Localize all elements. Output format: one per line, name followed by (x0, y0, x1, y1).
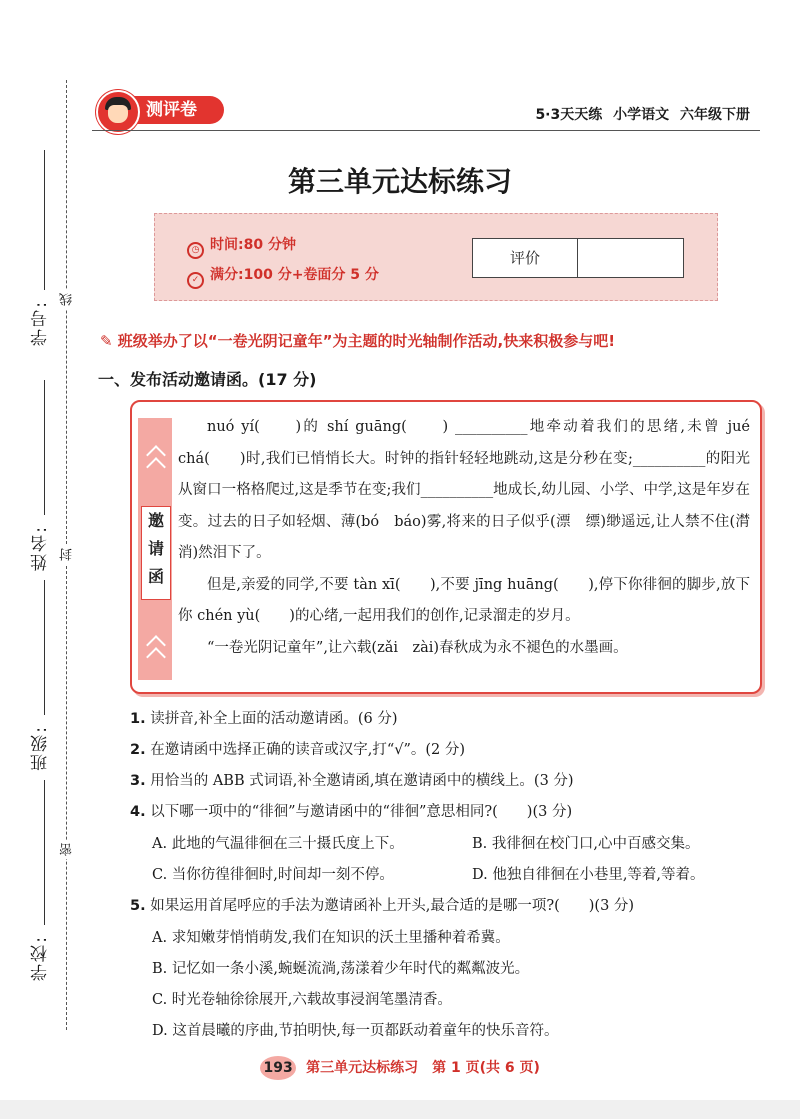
question-3: 3. 用恰当的 ABB 式词语,补全邀请函,填在邀请函中的横线上。(3 分) (130, 773, 574, 789)
page-footer (0, 1056, 800, 1080)
q5-option-b[interactable]: B. 记忆如一条小溪,蜿蜒流淌,荡漾着少年时代的粼粼波光。 (152, 961, 530, 977)
score-row (187, 264, 379, 289)
series-title: 5·3天天练 小学语文 六年级下册 (535, 107, 750, 123)
mascot-icon (96, 90, 140, 134)
clock-icon: ◷ (187, 242, 204, 259)
question-5: 5. 如果运用首尾呼应的手法为邀请函补上开头,最合适的是哪一项?( )(3 分) (130, 898, 635, 914)
student-no-label: 学号: (31, 300, 51, 346)
class-line[interactable] (44, 580, 45, 715)
check-icon: ✓ (187, 272, 204, 289)
pen-icon: ✎ (100, 332, 118, 350)
evaluation-box (472, 238, 684, 278)
time-row (187, 234, 296, 259)
cut-word-seal: 封 (58, 545, 77, 564)
cut-word-line: 线 (58, 290, 77, 309)
invitation-paragraph-3: “一卷光阴记童年”,让六载(zǎi zài)春秋成为永不褪色的水墨画。 (207, 639, 628, 656)
activity-intro (100, 330, 615, 351)
score-text: 满分:100 分+卷面分 5 分 (210, 267, 379, 283)
info-box (154, 213, 718, 301)
test-badge (96, 90, 226, 128)
q4-option-d[interactable]: D. 他独自徘徊在小巷里,等着,等着。 (472, 867, 705, 883)
school-line[interactable] (44, 780, 45, 925)
q5-option-a[interactable]: A. 求知嫩芽悄悄萌发,我们在知识的沃土里播种着希冀。 (152, 930, 510, 946)
cut-word-secret: 密 (58, 840, 77, 859)
badge-label: 测评卷 (114, 96, 224, 124)
evaluation-label: 评价 (473, 239, 578, 277)
q4-option-a[interactable]: A. 此地的气温徘徊在三十摄氏度上下。 (152, 836, 404, 852)
class-label: 班级: (31, 725, 51, 771)
page-number: 193 (260, 1056, 296, 1080)
school-label: 学校: (31, 935, 51, 981)
page-title: 第三单元达标练习 (287, 165, 512, 198)
q4-option-c[interactable]: C. 当你彷徨徘徊时,时间却一刻不停。 (152, 867, 394, 883)
question-2: 2. 在邀请函中选择正确的读音或汉字,打“√”。(2 分) (130, 742, 466, 758)
invitation-paragraph-2: 但是,亲爱的同学,不要 tàn xī( ),不要 jīng huāng( ),停下你徘徊的脚步,放下你 chén yù( )的心绪,一起用我们的创作,记录溜走的岁月。 (178, 576, 750, 624)
q5-option-c[interactable]: C. 时光卷轴徐徐展开,六载故事浸润笔墨清香。 (152, 992, 452, 1008)
invitation-text (178, 412, 765, 664)
invitation-card (130, 400, 765, 694)
name-label: 姓名: (31, 525, 51, 571)
q4-option-b[interactable]: B. 我徘徊在校门口,心中百感交集。 (472, 836, 700, 852)
q5-option-d[interactable]: D. 这首晨曦的序曲,节拍明快,每一页都跃动着童年的快乐音符。 (152, 1023, 559, 1039)
invitation-ribbon (138, 418, 172, 680)
question-4: 4. 以下哪一项中的“徘徊”与邀请函中的“徘徊”意思相同?( )(3 分) (130, 804, 573, 820)
footer-text: 第三单元达标练习 第 1 页(共 6 页) (306, 1060, 540, 1076)
intro-text: 班级举办了以“一卷光阴记童年”为主题的时光轴制作活动,快来积极参与吧! (117, 332, 616, 350)
scan-edge (0, 1100, 800, 1119)
header-divider (92, 130, 760, 131)
section-title: 一、发布活动邀请函。(17 分) (98, 370, 317, 389)
time-text: 时间:80 分钟 (210, 237, 296, 253)
invitation-paragraph-1: nuó yí( )的 shí guāng( ) __________地牵动着我们的思绪,未曾 jué chá( )时,我们已悄悄长大。时钟的指针轻轻地跳动,这是分秒在变;__________的阳光从窗口一格格爬过,这是季节在变;我们__________地成长,幼儿园、小学、中学,这是年岁在变。过去的日子如轻烟、薄(bó báo)雾,将来的日子似乎(漂 缥)缈遥远,让人禁不住(潸 消)然泪下了。 (178, 419, 765, 561)
question-1: 1. 读拼音,补全上面的活动邀请函。(6 分) (130, 711, 398, 727)
name-line[interactable] (44, 380, 45, 515)
ribbon-label: 邀请函 (141, 506, 171, 600)
